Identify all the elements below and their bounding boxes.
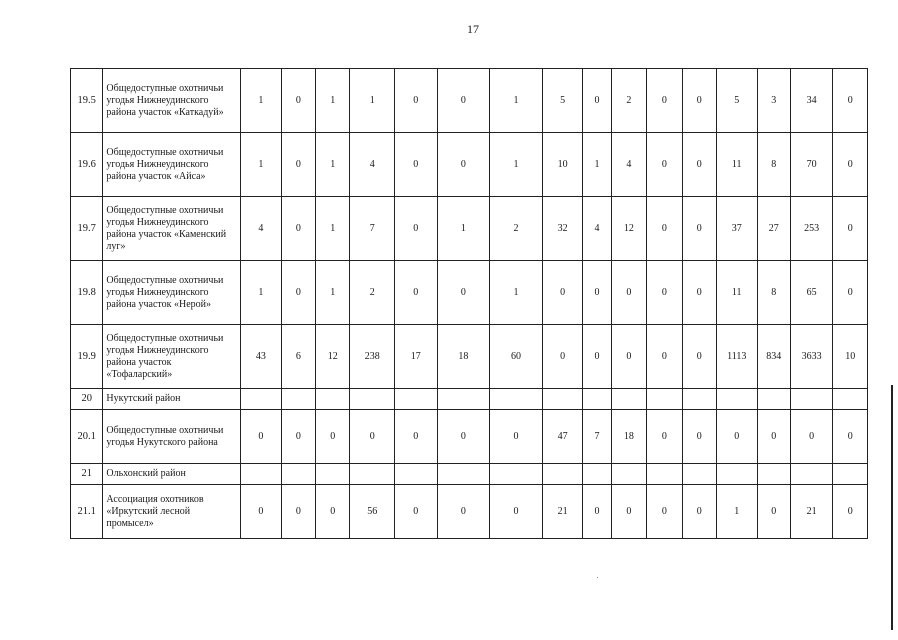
value-cell: 27: [757, 197, 790, 261]
value-cell: [717, 389, 758, 410]
ground-name: Общедоступные охотничьи угодья Нукутского района: [103, 410, 241, 464]
value-cell: 18: [611, 410, 646, 464]
value-cell: 238: [350, 325, 395, 389]
table-row: [71, 410, 868, 464]
value-cell: 0: [241, 410, 282, 464]
row-code: 19.8: [71, 261, 103, 325]
value-cell: 0: [647, 325, 682, 389]
table-row: [71, 133, 868, 197]
value-cell: 0: [281, 197, 315, 261]
ground-name: Ассоциация охотников «Иркутский лесной промысел»: [103, 485, 241, 539]
value-cell: 11: [717, 261, 758, 325]
value-cell: [757, 389, 790, 410]
value-cell: 0: [833, 197, 868, 261]
value-cell: 0: [395, 410, 438, 464]
value-cell: 0: [542, 325, 583, 389]
value-cell: 7: [583, 410, 611, 464]
value-cell: 0: [611, 485, 646, 539]
value-cell: 1: [316, 261, 350, 325]
value-cell: [647, 389, 682, 410]
value-cell: 5: [717, 69, 758, 133]
value-cell: 4: [350, 133, 395, 197]
value-cell: [611, 389, 646, 410]
value-cell: 17: [395, 325, 438, 389]
value-cell: [757, 464, 790, 485]
value-cell: 4: [241, 197, 282, 261]
value-cell: 0: [542, 261, 583, 325]
value-cell: 5: [542, 69, 583, 133]
value-cell: [316, 389, 350, 410]
value-cell: 1: [490, 133, 543, 197]
value-cell: 8: [757, 261, 790, 325]
value-cell: 1: [490, 69, 543, 133]
scan-edge-line: [891, 385, 893, 630]
value-cell: 7: [350, 197, 395, 261]
value-cell: 0: [611, 261, 646, 325]
value-cell: 0: [647, 133, 682, 197]
value-cell: 11: [717, 133, 758, 197]
value-cell: 2: [490, 197, 543, 261]
value-cell: 0: [395, 197, 438, 261]
value-cell: 0: [281, 133, 315, 197]
value-cell: [717, 464, 758, 485]
value-cell: 0: [833, 410, 868, 464]
value-cell: [790, 389, 833, 410]
value-cell: 47: [542, 410, 583, 464]
value-cell: 0: [717, 410, 758, 464]
value-cell: 21: [542, 485, 583, 539]
district-row: [71, 464, 868, 485]
district-row: [71, 389, 868, 410]
value-cell: [583, 389, 611, 410]
value-cell: 18: [437, 325, 490, 389]
value-cell: 0: [281, 261, 315, 325]
value-cell: 0: [281, 69, 315, 133]
value-cell: 0: [757, 485, 790, 539]
value-cell: 34: [790, 69, 833, 133]
table-row: [71, 485, 868, 539]
value-cell: 32: [542, 197, 583, 261]
value-cell: 0: [682, 325, 716, 389]
table-row: [71, 69, 868, 133]
row-code: 21: [71, 464, 103, 485]
value-cell: 70: [790, 133, 833, 197]
value-cell: 0: [833, 485, 868, 539]
value-cell: 0: [583, 69, 611, 133]
row-code: 19.5: [71, 69, 103, 133]
value-cell: [350, 389, 395, 410]
value-cell: 0: [583, 485, 611, 539]
value-cell: 0: [437, 133, 490, 197]
table-row: [71, 261, 868, 325]
value-cell: 4: [583, 197, 611, 261]
value-cell: 10: [542, 133, 583, 197]
value-cell: 1: [241, 133, 282, 197]
value-cell: [490, 389, 543, 410]
value-cell: [395, 464, 438, 485]
table-row: [71, 197, 868, 261]
page-number: 17: [467, 22, 479, 36]
value-cell: 0: [647, 485, 682, 539]
ground-name: Общедоступные охотничьи угодья Нижнеудинского района участок «Каткадуй»: [103, 69, 241, 133]
value-cell: [437, 389, 490, 410]
value-cell: 0: [281, 485, 315, 539]
row-code: 20: [71, 389, 103, 410]
district-name: Нукутский район: [103, 389, 241, 410]
value-cell: 0: [682, 69, 716, 133]
value-cell: [833, 464, 868, 485]
value-cell: [611, 464, 646, 485]
value-cell: 1: [583, 133, 611, 197]
value-cell: [241, 389, 282, 410]
value-cell: 0: [757, 410, 790, 464]
district-name: Ольхонский район: [103, 464, 241, 485]
value-cell: 1113: [717, 325, 758, 389]
value-cell: 0: [682, 133, 716, 197]
hunting-grounds-table: [70, 68, 868, 539]
value-cell: 0: [647, 197, 682, 261]
value-cell: 0: [833, 261, 868, 325]
value-cell: 37: [717, 197, 758, 261]
scan-speck: [597, 577, 598, 578]
value-cell: 43: [241, 325, 282, 389]
value-cell: [542, 389, 583, 410]
value-cell: [281, 464, 315, 485]
value-cell: 1: [437, 197, 490, 261]
value-cell: 0: [833, 69, 868, 133]
value-cell: [682, 464, 716, 485]
value-cell: 0: [682, 261, 716, 325]
value-cell: 253: [790, 197, 833, 261]
value-cell: [682, 389, 716, 410]
value-cell: 1: [350, 69, 395, 133]
value-cell: [281, 389, 315, 410]
value-cell: 1: [316, 197, 350, 261]
value-cell: 12: [611, 197, 646, 261]
value-cell: 0: [395, 69, 438, 133]
row-code: 19.7: [71, 197, 103, 261]
value-cell: 2: [611, 69, 646, 133]
value-cell: 1: [490, 261, 543, 325]
value-cell: 10: [833, 325, 868, 389]
value-cell: 0: [241, 485, 282, 539]
value-cell: [241, 464, 282, 485]
value-cell: 60: [490, 325, 543, 389]
row-code: 19.9: [71, 325, 103, 389]
value-cell: 0: [490, 410, 543, 464]
value-cell: 0: [647, 69, 682, 133]
value-cell: 0: [281, 410, 315, 464]
value-cell: 0: [316, 410, 350, 464]
value-cell: 3633: [790, 325, 833, 389]
ground-name: Общедоступные охотничьи угодья Нижнеудинского района участок «Каменский луг»: [103, 197, 241, 261]
value-cell: 65: [790, 261, 833, 325]
value-cell: 0: [647, 261, 682, 325]
value-cell: 0: [647, 410, 682, 464]
value-cell: 0: [583, 325, 611, 389]
value-cell: 1: [316, 133, 350, 197]
value-cell: 0: [437, 69, 490, 133]
value-cell: 0: [833, 133, 868, 197]
value-cell: 0: [490, 485, 543, 539]
value-cell: [833, 389, 868, 410]
value-cell: 0: [611, 325, 646, 389]
value-cell: [437, 464, 490, 485]
value-cell: 0: [316, 485, 350, 539]
value-cell: [316, 464, 350, 485]
value-cell: 0: [395, 133, 438, 197]
value-cell: 0: [437, 261, 490, 325]
value-cell: [490, 464, 543, 485]
value-cell: 0: [682, 485, 716, 539]
value-cell: 0: [437, 485, 490, 539]
value-cell: 21: [790, 485, 833, 539]
value-cell: 0: [395, 261, 438, 325]
value-cell: 1: [241, 69, 282, 133]
value-cell: 8: [757, 133, 790, 197]
value-cell: 12: [316, 325, 350, 389]
value-cell: 1: [316, 69, 350, 133]
row-code: 20.1: [71, 410, 103, 464]
ground-name: Общедоступные охотничьи угодья Нижнеудинского района участок «Айса»: [103, 133, 241, 197]
value-cell: 834: [757, 325, 790, 389]
value-cell: [790, 464, 833, 485]
value-cell: 0: [682, 410, 716, 464]
value-cell: [542, 464, 583, 485]
value-cell: [583, 464, 611, 485]
table-row: [71, 325, 868, 389]
value-cell: 0: [583, 261, 611, 325]
value-cell: [395, 389, 438, 410]
value-cell: 1: [241, 261, 282, 325]
value-cell: 2: [350, 261, 395, 325]
value-cell: 6: [281, 325, 315, 389]
row-code: 21.1: [71, 485, 103, 539]
row-code: 19.6: [71, 133, 103, 197]
value-cell: 0: [790, 410, 833, 464]
value-cell: 1: [717, 485, 758, 539]
value-cell: 0: [437, 410, 490, 464]
value-cell: [647, 464, 682, 485]
value-cell: 56: [350, 485, 395, 539]
ground-name: Общедоступные охотничьи угодья Нижнеудинского района участок «Тофаларский»: [103, 325, 241, 389]
value-cell: 0: [682, 197, 716, 261]
value-cell: [350, 464, 395, 485]
value-cell: 4: [611, 133, 646, 197]
value-cell: 3: [757, 69, 790, 133]
value-cell: 0: [350, 410, 395, 464]
ground-name: Общедоступные охотничьи угодья Нижнеудинского района участок «Нерой»: [103, 261, 241, 325]
value-cell: 0: [395, 485, 438, 539]
